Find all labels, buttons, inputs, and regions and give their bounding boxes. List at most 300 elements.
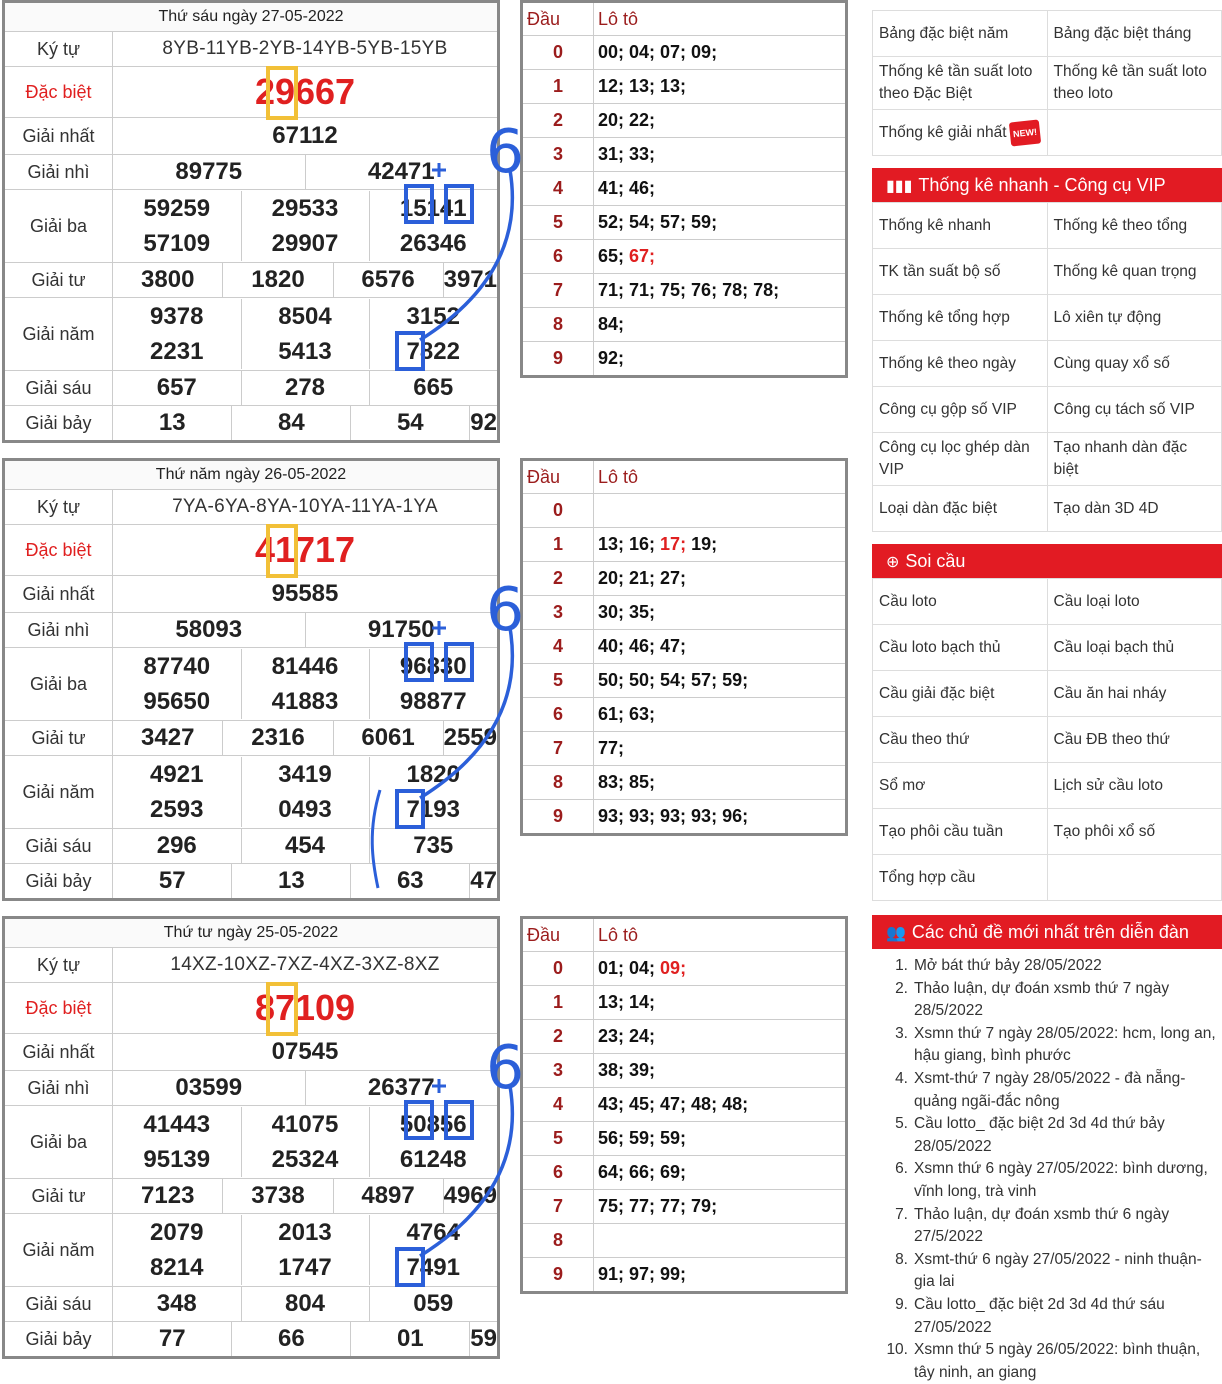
fifth-prize-row — [113, 757, 497, 792]
loto-head-label: Đầu — [522, 918, 594, 952]
fifth-prize-number: 2593 — [150, 795, 204, 823]
loto-row — [522, 172, 847, 206]
fifth-prize-number: 7193 — [369, 792, 497, 827]
soicau-link[interactable]: Tạo phôi xổ số — [1047, 809, 1222, 855]
loto-row — [522, 766, 847, 800]
loto-highlight: 09; — [660, 958, 687, 978]
loto-head-digit: 8 — [522, 766, 594, 800]
loto-numbers: 93; 93; 93; 93; 96; — [598, 806, 749, 826]
forum-topic-title: Xsmn thứ 7 ngày 28/05/2022: hcm, long an, hậu giang, bình phước — [914, 1024, 1216, 1065]
prize-label: Ký tự — [4, 32, 113, 67]
fifth-prize-number: 7491 — [369, 1250, 497, 1285]
loto-values — [594, 1258, 847, 1293]
sixth-prize-number: 804 — [241, 1287, 369, 1321]
prize-label: Giải bảy — [4, 406, 113, 442]
soicau-link[interactable]: Cầu loại bạch thủ — [1047, 625, 1222, 671]
loto-head-digit: 1 — [522, 986, 594, 1020]
fifth-prize-row — [113, 792, 497, 827]
soicau-section-title: Soi cầu — [905, 551, 966, 571]
loto-numbers: 19; — [686, 534, 718, 554]
loto-numbers: 56; 59; 59; — [598, 1128, 687, 1148]
soicau-link[interactable]: Cầu giải đặc biệt — [873, 671, 1048, 717]
loto-row — [522, 494, 847, 528]
forum-topic-number: 7. — [895, 1205, 908, 1223]
forum-topic-title: Thảo luận, dự đoán xsmb thứ 7 ngày 28/5/2022 — [914, 979, 1170, 1020]
first-prize-number: 07545 — [113, 1034, 499, 1071]
sixth-prize-number: 278 — [241, 371, 369, 405]
forum-topic[interactable] — [878, 1158, 1222, 1203]
loto-table-1 — [520, 458, 848, 836]
forum-section-title: Các chủ đề mới nhất trên diễn đàn — [911, 922, 1189, 942]
loto-numbers: 13; 14; — [598, 992, 656, 1012]
forum-topic-title: Xsmt-thứ 7 ngày 28/05/2022 - đà nẵng-quảng ngãi-đắc nông — [914, 1069, 1186, 1110]
soicau-link[interactable]: Cầu ĐB theo thứ — [1047, 717, 1222, 763]
fourth-prize-row — [113, 1179, 497, 1213]
fifth-prize-group — [113, 1215, 497, 1285]
fifth-prize-number: 1747 — [241, 1250, 369, 1285]
loto-highlight: 17; — [660, 534, 687, 554]
loto-numbers: 91; 97; 99; — [598, 1264, 687, 1284]
loto-row — [522, 1054, 847, 1088]
forum-topic-number: 10. — [886, 1341, 908, 1359]
soicau-link[interactable]: Cầu loto bạch thủ — [873, 625, 1048, 671]
loto-head-digit: 3 — [522, 1054, 594, 1088]
loto-row — [522, 732, 847, 766]
loto-head-digit: 0 — [522, 494, 594, 528]
soicau-link[interactable]: Cầu theo thứ — [873, 717, 1048, 763]
seventh-prize-number: 92 — [470, 406, 497, 440]
loto-row — [522, 1156, 847, 1190]
loto-row — [522, 528, 847, 562]
result-table-0 — [2, 0, 500, 443]
loto-head-digit: 6 — [522, 240, 594, 274]
fifth-prize — [113, 1214, 499, 1287]
soicau-link[interactable]: Cầu loại loto — [1047, 579, 1222, 625]
prize-label: Giải năm — [4, 756, 113, 829]
sixth-prize-number: 657 — [156, 374, 197, 401]
loto-values — [594, 494, 847, 528]
stats-link[interactable]: Bảng đặc biệt năm — [873, 11, 1048, 57]
fourth-prize-row — [113, 263, 497, 297]
fourth-prize-number: 1820 — [223, 263, 333, 297]
prize-label: Giải năm — [4, 1214, 113, 1287]
soicau-link[interactable]: Tạo phôi cầu tuần — [873, 809, 1048, 855]
ky-tu-code: 14XZ-10XZ-7XZ-4XZ-3XZ-8XZ — [113, 948, 499, 983]
seventh-prize-number: 63 — [351, 864, 470, 898]
ky-tu-code: 7YA-6YA-8YA-10YA-11YA-1YA — [113, 490, 499, 525]
loto-head-digit: 5 — [522, 206, 594, 240]
fifth-prize-row — [113, 334, 497, 369]
seventh-prize-row — [113, 406, 497, 440]
second-prize-number: 03599 — [175, 1074, 243, 1101]
loto-row — [522, 70, 847, 104]
third-prize — [113, 1106, 499, 1179]
vip-links-table — [872, 202, 1222, 532]
loto-values — [594, 308, 847, 342]
loto-row — [522, 1258, 847, 1293]
fourth-prize-number: 3971 — [443, 263, 497, 297]
loto-values — [594, 206, 847, 240]
loto-head-label: Đầu — [522, 460, 594, 494]
forum-topic-title: Thảo luận, dự đoán xsmb thứ 6 ngày 27/5/2022 — [914, 1205, 1170, 1246]
sixth-prize-row — [113, 829, 497, 863]
prize-label: Ký tự — [4, 490, 113, 525]
vip-tool-link[interactable]: Công cụ lọc ghép dàn VIP — [873, 433, 1048, 486]
loto-table-0 — [520, 0, 848, 378]
forum-topic[interactable] — [878, 1068, 1222, 1113]
prize-label: Giải tư — [4, 1179, 113, 1214]
forum-topic[interactable] — [878, 1113, 1222, 1158]
loto-table — [520, 0, 848, 378]
forum-topic-title: Cầu lotto_ đặc biệt 2d 3d 4d thứ sáu 27/05/2022 — [914, 1295, 1165, 1336]
soicau-link[interactable]: Cầu loto — [873, 579, 1048, 625]
users-icon: 👥 — [886, 925, 906, 942]
loto-numbers: 40; 46; 47; — [598, 636, 687, 656]
fifth-prize-number: 4764 — [369, 1215, 497, 1250]
third-prize-group — [113, 191, 497, 261]
loto-values — [594, 1156, 847, 1190]
forum-topic[interactable] — [878, 978, 1222, 1023]
first-prize-number: 67112 — [113, 118, 499, 155]
loto-table — [520, 916, 848, 1294]
loto-numbers: 31; 33; — [598, 144, 656, 164]
fifth-prize-number: 8504 — [241, 299, 369, 334]
loto-head-digit: 5 — [522, 1122, 594, 1156]
loto-row — [522, 240, 847, 274]
loto-numbers: 01; 04; — [598, 958, 661, 978]
seventh-prize-row — [113, 1322, 497, 1356]
loto-row — [522, 630, 847, 664]
loto-values — [594, 596, 847, 630]
loto-values — [594, 70, 847, 104]
loto-head-digit: 8 — [522, 1224, 594, 1258]
loto-numbers: 50; 50; 54; 57; 59; — [598, 670, 749, 690]
fifth-prize-number: 9378 — [150, 302, 204, 330]
loto-values — [594, 172, 847, 206]
loto-numbers: 84; — [598, 314, 625, 334]
second-prize-row — [113, 155, 497, 189]
vip-tool-link[interactable]: Thống kê theo ngày — [873, 341, 1048, 387]
prize-table — [2, 0, 500, 443]
third-prize-number: 15141 — [369, 191, 497, 226]
soicau-links-table — [872, 578, 1222, 901]
special-prize-number: 87109 — [113, 983, 499, 1034]
special-prize-number: 29667 — [113, 67, 499, 118]
third-prize-number: 57109 — [143, 229, 211, 257]
loto-values — [594, 342, 847, 377]
vip-tool-link[interactable]: Công cụ gộp số VIP — [873, 387, 1048, 433]
fifth-prize-number: 5413 — [241, 334, 369, 369]
forum-topic-number: 5. — [895, 1115, 908, 1133]
handwritten-six: 6 — [486, 1033, 525, 1103]
magnifier-icon: ⊕ — [886, 554, 900, 571]
seventh-prize-number: 13 — [158, 409, 186, 436]
sidebar — [872, 10, 1222, 1384]
loto-row — [522, 1224, 847, 1258]
forum-topic-title: Xsmn thứ 6 ngày 27/05/2022: bình dương, vĩnh long, trà vinh — [914, 1160, 1208, 1200]
fourth-prize-number: 7123 — [141, 1182, 195, 1209]
fifth-prize-group — [113, 299, 497, 369]
third-prize — [113, 190, 499, 263]
third-prize-number: 41883 — [241, 684, 369, 719]
third-prize-number: 81446 — [241, 649, 369, 684]
fourth-prize — [113, 1179, 499, 1214]
loto-head-label: Lô tô — [594, 2, 847, 36]
loto-row — [522, 308, 847, 342]
sixth-prize — [113, 829, 499, 864]
loto-values — [594, 1190, 847, 1224]
seventh-prize — [113, 406, 499, 442]
loto-head-digit: 3 — [522, 138, 594, 172]
loto-head-digit: 0 — [522, 36, 594, 70]
prize-label: Đặc biệt — [4, 525, 113, 576]
loto-values — [594, 1224, 847, 1258]
soicau-link[interactable]: Cầu ăn hai nháy — [1047, 671, 1222, 717]
forum-topic[interactable] — [878, 1339, 1222, 1384]
loto-row — [522, 104, 847, 138]
loto-row — [522, 1020, 847, 1054]
prize-label: Ký tự — [4, 948, 113, 983]
forum-topic-list — [872, 949, 1222, 1384]
loto-row — [522, 698, 847, 732]
loto-values — [594, 1088, 847, 1122]
loto-values — [594, 986, 847, 1020]
prize-label: Giải nhì — [4, 613, 113, 648]
loto-row — [522, 952, 847, 986]
forum-topic-title: Xsmn thứ 5 ngày 26/05/2022: bình thuận, tây ninh, an giang — [914, 1341, 1201, 1381]
loto-numbers: 00; 04; 07; 09; — [598, 42, 718, 62]
third-prize-number: 25324 — [241, 1142, 369, 1177]
third-prize-number: 87740 — [143, 652, 211, 680]
loto-head-digit: 2 — [522, 562, 594, 596]
stats-link[interactable]: Thống kê tần suất loto theo loto — [1047, 57, 1222, 110]
loto-values — [594, 1054, 847, 1088]
stats-link[interactable]: Thống kê tần suất loto theo Đặc Biệt — [873, 57, 1048, 110]
fifth-prize-number: 0493 — [241, 792, 369, 827]
prize-label: Giải nhất — [4, 118, 113, 155]
loto-row — [522, 1088, 847, 1122]
forum-topic[interactable] — [878, 1294, 1222, 1339]
third-prize-number: 29533 — [241, 191, 369, 226]
vip-tool-link[interactable]: Công cụ tách số VIP — [1047, 387, 1222, 433]
draw-date-title: Thứ sáu ngày 27-05-2022 — [4, 2, 499, 32]
loto-numbers: 43; 45; 47; 48; 48; — [598, 1094, 749, 1114]
loto-table — [520, 458, 848, 836]
seventh-prize — [113, 864, 499, 900]
fifth-prize-number: 2231 — [150, 337, 204, 365]
soicau-section-header — [872, 544, 1222, 578]
sixth-prize-row — [113, 371, 497, 405]
loto-head-digit: 6 — [522, 1156, 594, 1190]
vip-tool-link[interactable]: Thống kê tổng hợp — [873, 295, 1048, 341]
loto-head-digit: 7 — [522, 732, 594, 766]
sixth-prize-number: 454 — [241, 829, 369, 863]
vip-tool-link[interactable]: Cùng quay xổ số — [1047, 341, 1222, 387]
vip-tool-link[interactable]: Thống kê theo tổng — [1047, 203, 1222, 249]
sixth-prize-number: 665 — [369, 371, 497, 405]
vip-tool-link[interactable]: Thống kê quan trọng — [1047, 249, 1222, 295]
vip-tool-link[interactable]: TK tần suất bộ số — [873, 249, 1048, 295]
soicau-link[interactable]: Sổ mơ — [873, 763, 1048, 809]
ky-tu-code: 8YB-11YB-2YB-14YB-5YB-15YB — [113, 32, 499, 67]
fourth-prize-row — [113, 721, 497, 755]
forum-topic[interactable] — [878, 1023, 1222, 1068]
vip-tool-link[interactable]: Loại dàn đặc biệt — [873, 486, 1048, 532]
sixth-prize-number: 059 — [369, 1287, 497, 1321]
vip-tool-link[interactable]: Lô xiên tự động — [1047, 295, 1222, 341]
loto-values — [594, 952, 847, 986]
loto-head-digit: 9 — [522, 1258, 594, 1293]
loto-head-digit: 7 — [522, 274, 594, 308]
prize-label: Giải sáu — [4, 371, 113, 406]
prize-label: Giải tư — [4, 721, 113, 756]
third-prize-number: 29907 — [241, 226, 369, 261]
prize-label: Giải sáu — [4, 829, 113, 864]
loto-numbers: 61; 63; — [598, 704, 656, 724]
loto-values — [594, 138, 847, 172]
loto-numbers: 77; — [598, 738, 625, 758]
loto-numbers: 20; 21; 27; — [598, 568, 687, 588]
stats-link[interactable]: Bảng đặc biệt tháng — [1047, 11, 1222, 57]
seventh-prize-number: 13 — [232, 864, 351, 898]
third-prize-number: 41075 — [241, 1107, 369, 1142]
loto-head-digit: 7 — [522, 1190, 594, 1224]
result-table-1 — [2, 458, 500, 901]
vip-tool-link[interactable]: Tạo nhanh dàn đặc biệt — [1047, 433, 1222, 486]
prize-table — [2, 458, 500, 901]
loto-numbers: 65; — [598, 246, 630, 266]
forum-topic-number: 6. — [895, 1160, 908, 1178]
loto-row — [522, 1122, 847, 1156]
fourth-prize-number: 6061 — [333, 721, 443, 755]
loto-numbers: 41; 46; — [598, 178, 656, 198]
vip-tool-link[interactable]: Thống kê nhanh — [873, 203, 1048, 249]
loto-values — [594, 698, 847, 732]
second-prize-number: 42471 — [305, 155, 497, 189]
forum-topic[interactable] — [878, 1249, 1222, 1294]
seventh-prize-number: 66 — [232, 1322, 351, 1356]
loto-head-label: Lô tô — [594, 918, 847, 952]
loto-values — [594, 104, 847, 138]
forum-topic-number: 8. — [895, 1250, 908, 1268]
vip-section-header — [872, 168, 1222, 202]
handwritten-six: 6 — [486, 117, 525, 187]
top-links-table — [872, 10, 1222, 156]
third-prize-row — [113, 226, 497, 261]
fifth-prize-number: 7822 — [369, 334, 497, 369]
loto-row — [522, 1190, 847, 1224]
first-prize-number: 95585 — [113, 576, 499, 613]
sixth-prize — [113, 371, 499, 406]
bar-chart-icon: ▮▮▮ — [886, 178, 913, 195]
forum-topic[interactable] — [878, 955, 1222, 978]
soicau-link[interactable]: Lịch sử cầu loto — [1047, 763, 1222, 809]
handwritten-six: 6 — [486, 575, 525, 645]
prize-label: Giải ba — [4, 1106, 113, 1179]
third-prize-number: 41443 — [143, 1110, 211, 1138]
fourth-prize-number: 2316 — [223, 721, 333, 755]
third-prize-number: 26346 — [369, 226, 497, 261]
seventh-prize — [113, 1322, 499, 1358]
loto-numbers: 13; 16; — [598, 534, 661, 554]
third-prize-number: 96830 — [369, 649, 497, 684]
fifth-prize — [113, 756, 499, 829]
third-prize-row — [113, 649, 497, 684]
third-prize-number: 95650 — [143, 687, 211, 715]
sixth-prize — [113, 1287, 499, 1322]
second-prize — [113, 1071, 499, 1106]
fourth-prize-number: 3427 — [141, 724, 195, 751]
forum-topic-number: 2. — [895, 979, 908, 997]
second-prize-number: 91750 — [305, 613, 497, 647]
loto-row — [522, 206, 847, 240]
fourth-prize-number: 6576 — [333, 263, 443, 297]
loto-head-digit: 9 — [522, 800, 594, 835]
soicau-link[interactable]: Tổng hợp cầu — [873, 855, 1048, 901]
loto-numbers: 71; 71; 75; 76; 78; 78; — [598, 280, 780, 300]
loto-numbers: 83; 85; — [598, 772, 656, 792]
fifth-prize-row — [113, 1215, 497, 1250]
loto-head-digit: 4 — [522, 1088, 594, 1122]
forum-topic-title: Xsmt-thứ 6 ngày 27/05/2022 - ninh thuận-gia lai — [914, 1250, 1202, 1291]
forum-topic-title: Cầu lotto_ đặc biệt 2d 3d 4d thứ bảy 28/05/2022 — [914, 1115, 1165, 1155]
vip-tool-link[interactable]: Tạo dàn 3D 4D — [1047, 486, 1222, 532]
loto-row — [522, 342, 847, 377]
fifth-prize-number: 2013 — [241, 1215, 369, 1250]
second-prize-row — [113, 1071, 497, 1105]
loto-numbers: 64; 66; 69; — [598, 1162, 687, 1182]
stats-link[interactable]: Thống kê giải nhất NEW! — [873, 110, 1048, 156]
fifth-prize-row — [113, 1250, 497, 1285]
loto-values — [594, 528, 847, 562]
loto-numbers: 38; 39; — [598, 1060, 656, 1080]
loto-head-label: Lô tô — [594, 460, 847, 494]
forum-topic[interactable] — [878, 1204, 1222, 1249]
empty-cell — [1047, 110, 1222, 156]
seventh-prize-number: 59 — [470, 1322, 497, 1356]
forum-topic-number: 3. — [895, 1024, 908, 1042]
loto-head-digit: 6 — [522, 698, 594, 732]
loto-numbers: 75; 77; 77; 79; — [598, 1196, 718, 1216]
fifth-prize-number: 8214 — [150, 1253, 204, 1281]
fourth-prize-number: 2559 — [443, 721, 497, 755]
loto-head-digit: 4 — [522, 630, 594, 664]
prize-label: Đặc biệt — [4, 983, 113, 1034]
result-table-2 — [2, 916, 500, 1359]
seventh-prize-number: 77 — [158, 1325, 186, 1352]
loto-values — [594, 36, 847, 70]
loto-values — [594, 664, 847, 698]
vip-section-title: Thống kê nhanh - Công cụ VIP — [918, 175, 1166, 195]
loto-numbers: 23; 24; — [598, 1026, 656, 1046]
empty-cell — [1047, 855, 1222, 901]
fifth-prize-number: 1820 — [369, 757, 497, 792]
loto-row — [522, 562, 847, 596]
prize-label: Giải bảy — [4, 1322, 113, 1358]
third-prize-number: 59259 — [143, 194, 211, 222]
loto-values — [594, 766, 847, 800]
seventh-prize-number: 84 — [232, 406, 351, 440]
prize-label: Giải nhất — [4, 576, 113, 613]
loto-row — [522, 596, 847, 630]
seventh-prize-number: 57 — [158, 867, 186, 894]
fourth-prize — [113, 721, 499, 756]
third-prize-row — [113, 684, 497, 719]
seventh-prize-row — [113, 864, 497, 898]
fourth-prize-number: 4969 — [443, 1179, 497, 1213]
loto-head-digit: 1 — [522, 70, 594, 104]
loto-values — [594, 1020, 847, 1054]
